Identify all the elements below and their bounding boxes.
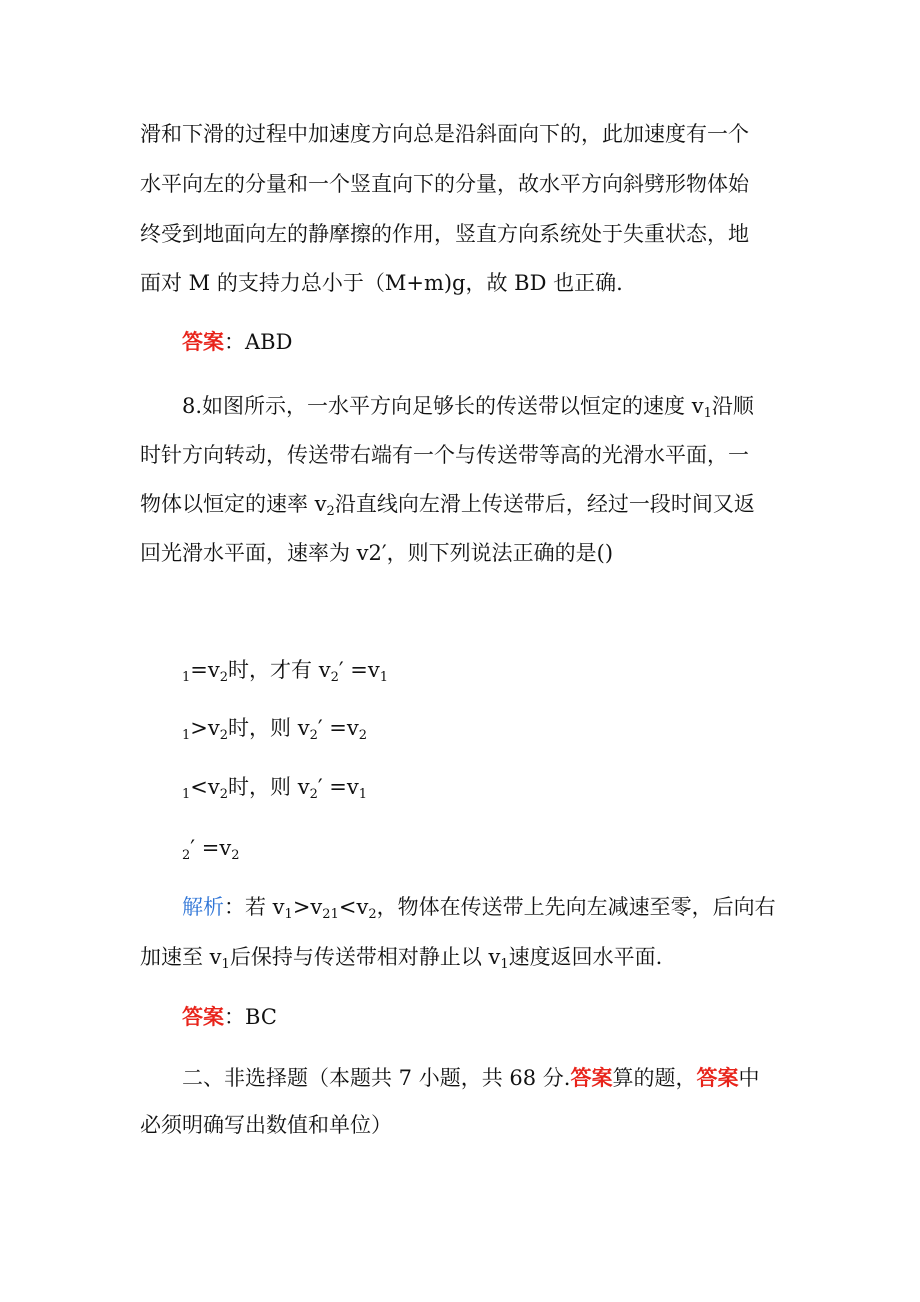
analysis-sub: 2 [368, 907, 377, 922]
question-8-line-1 [182, 392, 754, 420]
analysis-sub: 21 [322, 907, 339, 922]
opt-text: 时，才有 v [228, 658, 331, 682]
analysis-sub: 1 [500, 957, 509, 972]
analysis-text: <v [338, 895, 369, 919]
analysis-text: 速度返回水平面. [508, 945, 663, 969]
answer-separator: ： [224, 330, 245, 354]
question-8-line-2: 时针方向转动，传送带右端有一个与传送带等高的光滑水平面，一 [140, 443, 749, 467]
q8-text: 8.如图所示，一水平方向足够长的传送带以恒定的速度 v [182, 394, 704, 418]
analysis-text: 加速至 v [140, 945, 222, 969]
analysis-text: ，物体在传送带上先向左减速至零，后向右 [376, 895, 776, 919]
option-b [182, 714, 367, 742]
analysis-8-line-2 [140, 943, 662, 971]
opt-sub: 2 [330, 670, 339, 685]
opt-sub: 1 [358, 787, 368, 802]
analysis-text: >v [292, 895, 323, 919]
analysis-sub: 1 [284, 907, 293, 922]
opt-text: ′ =v [338, 658, 380, 682]
analysis-text: 若 v [245, 895, 285, 919]
answer-7 [182, 328, 292, 356]
opt-sub: 2 [219, 728, 229, 743]
opt-text: ′ =v [190, 836, 232, 860]
opt-sub: 1 [379, 670, 389, 685]
paragraph-line-1: 滑和下滑的过程中加速度方向总是沿斜面向下的，此加速度有一个 [140, 122, 749, 146]
option-d [182, 834, 239, 862]
opt-sub: 2 [358, 728, 368, 743]
opt-sub: 1 [182, 728, 191, 743]
answer-8 [182, 1003, 277, 1031]
analysis-separator: ： [224, 895, 245, 919]
answer-value: BC [245, 1005, 277, 1029]
opt-text: 时，则 v [228, 716, 310, 740]
q8-subscript: 1 [703, 406, 712, 421]
opt-text: ′ =v [317, 775, 359, 799]
q8-subscript: 2 [326, 504, 335, 519]
paragraph-line-4: 面对 M 的支持力总小于（M+m)g，故 BD 也正确. [140, 271, 623, 295]
opt-sub: 1 [182, 670, 191, 685]
answer-label: 答案 [182, 330, 224, 354]
analysis-8-line-1 [182, 893, 776, 921]
q8-text: 沿顺 [711, 394, 754, 418]
opt-sub: 2 [309, 787, 318, 802]
analysis-label: 解析 [182, 895, 224, 919]
section-text: 二、非选择题（本题共 7 小题，共 68 分. [182, 1066, 571, 1090]
opt-text: >v [190, 716, 220, 740]
opt-sub: 2 [231, 848, 240, 863]
opt-sub: 2 [219, 670, 229, 685]
section-highlight: 答案 [696, 1066, 739, 1090]
section-highlight: 答案 [570, 1066, 613, 1090]
opt-text: 时，则 v [228, 775, 310, 799]
answer-label: 答案 [182, 1005, 224, 1029]
option-c [182, 773, 367, 801]
analysis-sub: 1 [221, 957, 230, 972]
opt-text: ′ =v [317, 716, 359, 740]
section-2-line-2: 必须明确写出数值和单位） [140, 1113, 392, 1137]
answer-separator: ： [224, 1005, 245, 1029]
opt-sub: 2 [309, 728, 318, 743]
section-text: 中 [738, 1066, 760, 1090]
q8-text: 沿直线向左滑上传送带后，经过一段时间又返 [334, 492, 755, 516]
section-text: 算的题， [612, 1066, 697, 1090]
question-8-line-4: 回光滑水平面，速率为 v2′，则下列说法正确的是() [140, 541, 614, 565]
q8-text: 物体以恒定的速率 v [140, 492, 327, 516]
opt-sub: 2 [219, 787, 229, 802]
opt-sub: 2 [182, 848, 191, 863]
opt-text: =v [190, 658, 220, 682]
opt-sub: 1 [182, 787, 191, 802]
question-8-line-3 [140, 490, 755, 518]
paragraph-line-2: 水平向左的分量和一个竖直向下的分量，故水平方向斜劈形物体始 [140, 172, 749, 196]
option-a [182, 656, 388, 684]
opt-text: <v [190, 775, 220, 799]
paragraph-line-3: 终受到地面向左的静摩擦的作用，竖直方向系统处于失重状态，地 [140, 222, 749, 246]
analysis-text: 后保持与传送带相对静止以 v [229, 945, 501, 969]
section-2-heading [182, 1064, 759, 1092]
answer-value: ABD [245, 330, 293, 354]
